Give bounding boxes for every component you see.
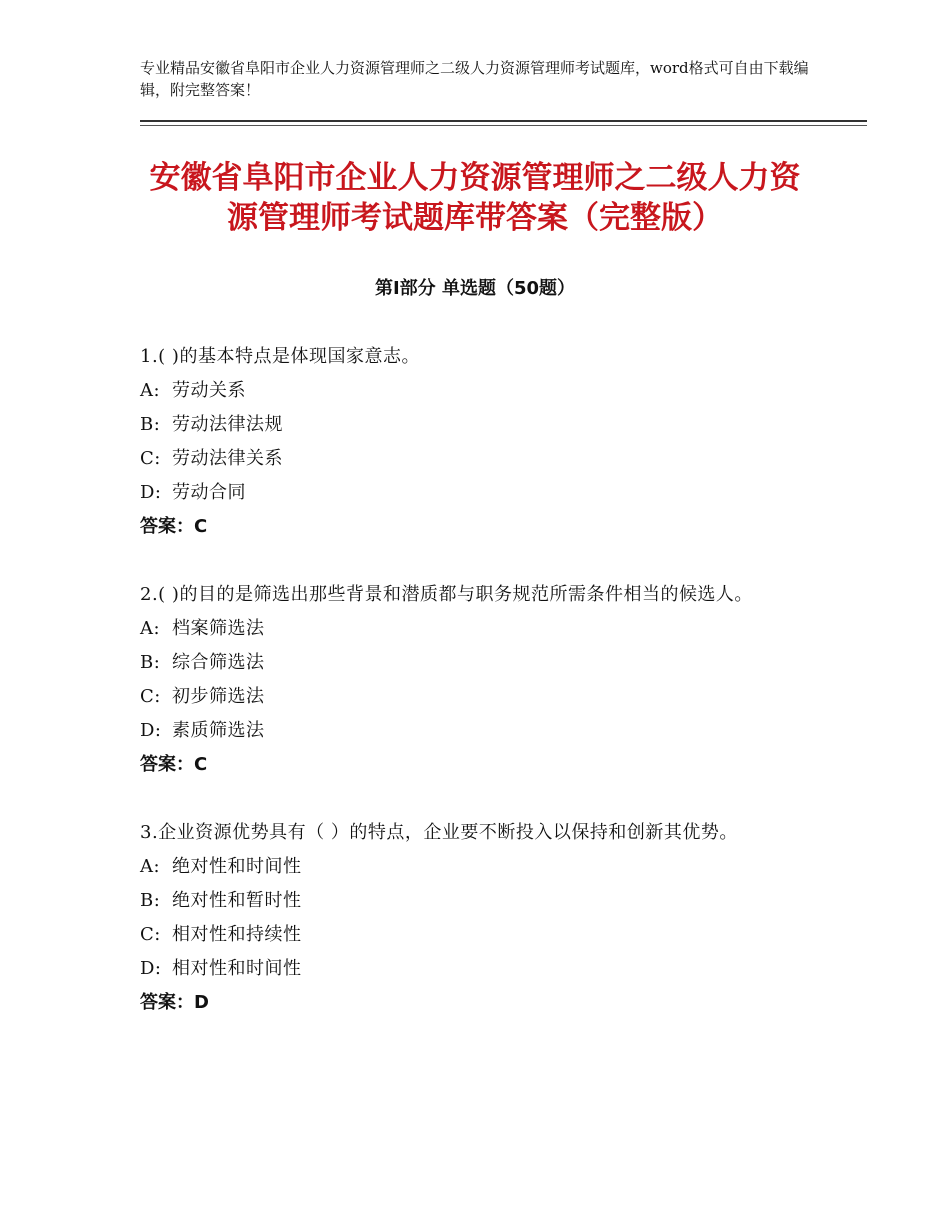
option-text: 劳动关系 [172,380,246,401]
option-letter: B: [140,652,161,673]
option-letter: D: [140,720,162,741]
option-letter: A: [140,618,161,639]
option-text: 相对性和时间性 [172,958,302,979]
answer-prefix: 答案： [140,754,194,775]
option-text: 绝对性和时间性 [172,856,302,877]
option-b [140,408,810,442]
option-letter: C: [140,686,161,707]
option-d [140,714,810,748]
answer-line [140,510,810,544]
option-letter: B: [140,890,161,911]
option-text: 劳动法律法规 [172,414,283,435]
answer-line [140,986,810,1020]
option-d [140,952,810,986]
option-a [140,374,810,408]
answer-value: C [194,516,208,537]
option-letter: A: [140,856,161,877]
option-a [140,612,810,646]
option-text: 劳动法律关系 [172,448,283,469]
option-letter: A: [140,380,161,401]
option-b [140,646,810,680]
option-b [140,884,810,918]
option-text: 档案筛选法 [172,618,265,639]
answer-value: C [194,754,208,775]
option-c [140,442,810,476]
answer-value: D [194,992,209,1013]
option-c [140,918,810,952]
question-1 [140,340,810,544]
option-text: 劳动合同 [172,482,246,503]
option-text: 绝对性和暂时性 [172,890,302,911]
option-c [140,680,810,714]
option-a [140,850,810,884]
answer-prefix: 答案： [140,992,194,1013]
option-text: 素质筛选法 [172,720,265,741]
section-title: 第Ⅰ部分 单选题（50题） [374,278,575,299]
question-list [140,340,810,1054]
option-text: 相对性和持续性 [172,924,302,945]
option-letter: D: [140,482,162,503]
answer-prefix: 答案： [140,516,194,537]
option-letter: C: [140,448,161,469]
header-rule-thin [140,125,867,126]
option-d [140,476,810,510]
question-stem: 2.( )的目的是筛选出那些背景和潜质都与职务规范所需条件相当的候选人。 [140,584,753,605]
option-letter: B: [140,414,161,435]
header-note: 专业精品安徽省阜阳市企业人力资源管理师之二级人力资源管理师考试题库，word格式可自由下载编辑，附完整答案！ [140,59,809,99]
option-text: 初步筛选法 [172,686,265,707]
question-2 [140,578,810,782]
option-letter: D: [140,958,162,979]
option-text: 综合筛选法 [172,652,265,673]
header-rule-thick [140,120,867,122]
question-stem: 1.( )的基本特点是体现国家意志。 [140,346,420,367]
question-stem: 3.企业资源优势具有（ ）的特点，企业要不断投入以保持和创新其优势。 [140,822,738,843]
option-letter: C: [140,924,161,945]
document-title: 安徽省阜阳市企业人力资源管理师之二级人力资源管理师考试题库带答案（完整版） [149,160,801,236]
answer-line [140,748,810,782]
question-3 [140,816,810,1020]
